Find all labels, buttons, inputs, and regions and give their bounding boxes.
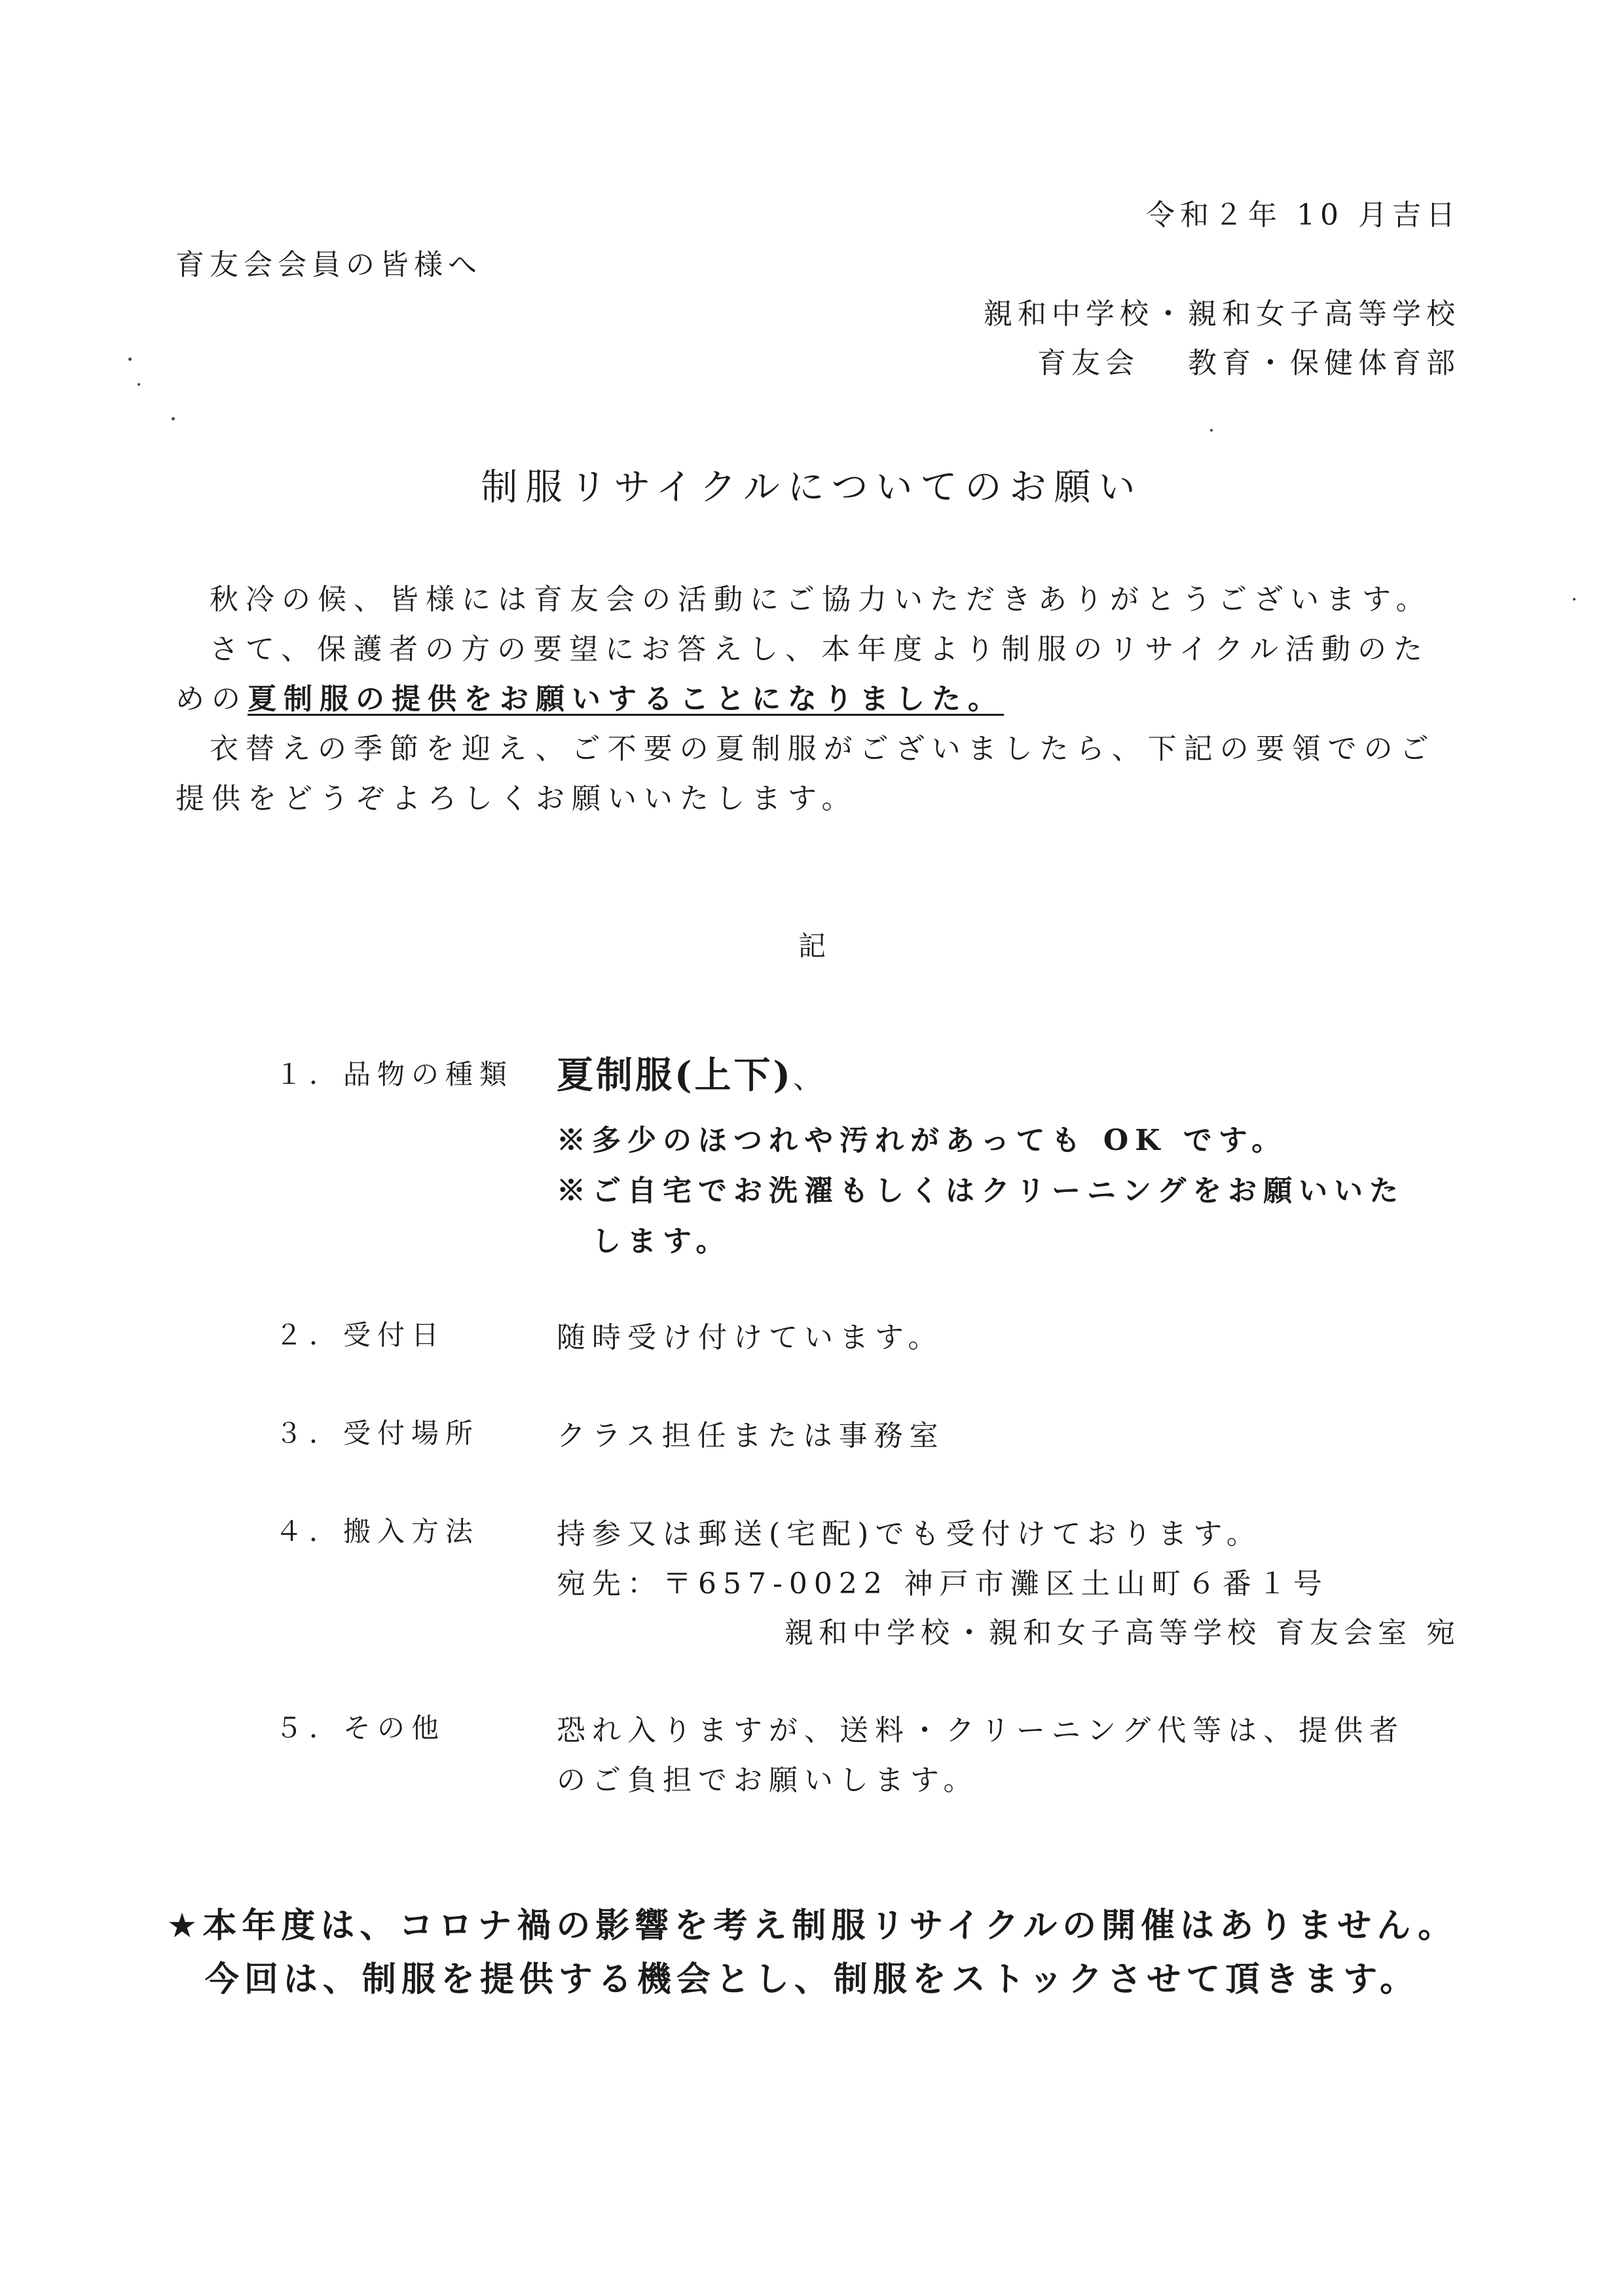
item-1-value-suffix: 、 — [793, 1062, 824, 1095]
item-1-value — [557, 1046, 824, 1099]
scan-speck — [128, 358, 132, 361]
document-date: 令和２年 10 月吉日 — [1146, 198, 1460, 232]
item-1-note-3: します。 — [557, 1225, 731, 1258]
sender-school: 親和中学校・親和女子高等学校 — [984, 297, 1460, 331]
body-text — [175, 575, 1459, 824]
scan-speck — [1210, 429, 1213, 432]
item-4-label: ４．搬入方法 — [275, 1515, 480, 1547]
item-2-value: 随時受け付けています。 — [557, 1321, 944, 1354]
body-emphasis: 夏制服の提供をお願いすることになりました。 — [248, 682, 1004, 716]
body-paragraph-2 — [175, 625, 1459, 724]
body-paragraph-3: 衣替えの季節を迎え、ご不要の夏制服がございましたら、下記の要領でのご提供をどうぞよろしくお願いいたします。 — [175, 732, 1436, 815]
item-5-value-line2: のご負担でお願いします。 — [557, 1764, 979, 1797]
recipient-line: 育友会会員の皆様へ — [175, 248, 482, 282]
item-1-label: １．品物の種類 — [275, 1058, 514, 1090]
scan-speck — [138, 383, 140, 386]
item-1-note-1: ※多少のほつれや汚れがあっても OK です。 — [557, 1124, 1287, 1157]
item-1-note-2: ※ご自宅でお洗濯もしくはクリーニングをお願いいた — [557, 1174, 1405, 1208]
footer-notice-2: 今回は、制服を提供する機会とし、制服をストックさせて頂きます。 — [204, 1960, 1420, 1999]
item-1-value-text: 夏制服(上下) — [557, 1054, 793, 1097]
scan-speck — [172, 417, 175, 420]
scan-speck — [1573, 598, 1576, 601]
item-4-address-2: 親和中学校・親和女子高等学校 育友会室 宛 — [784, 1616, 1460, 1650]
sender-department: 育友会 教育・保健体育部 — [1037, 346, 1460, 380]
footer-notice-1: ★本年度は、コロナ禍の影響を考え制服リサイクルの開催はありません。 — [166, 1906, 1458, 1946]
document-title: 制服リサイクルについてのお願い — [481, 466, 1143, 509]
item-4-address-1: 宛先：〒657-0022 神戸市灘区土山町６番１号 — [557, 1567, 1329, 1601]
item-3-label: ３．受付場所 — [275, 1417, 480, 1449]
item-3-value: クラス担任または事務室 — [557, 1419, 945, 1453]
item-5-value: 恐れ入りますが、送料・クリーニング代等は、提供者 — [557, 1714, 1405, 1747]
item-2-label: ２．受付日 — [275, 1319, 446, 1351]
item-4-value: 持参又は郵送(宅配)でも受付けております。 — [557, 1517, 1262, 1551]
item-5-label: ５．その他 — [275, 1712, 446, 1744]
ki-heading: 記 — [798, 930, 826, 962]
body-paragraph-1: 秋冷の候、皆様には育友会の活動にご協力いただきありがとうございます。 — [210, 583, 1432, 616]
body-paragraph-2-text: さて、保護者の方の要望にお答えし、本年度より制服のリサイクル活動のための — [175, 633, 1430, 716]
